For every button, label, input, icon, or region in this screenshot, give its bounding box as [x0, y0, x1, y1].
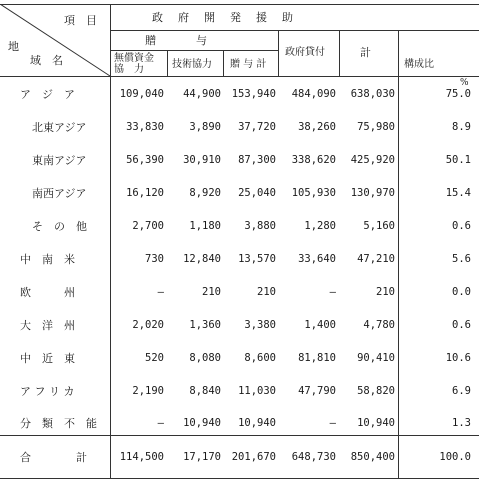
header-region-label-2: 域 名 [30, 54, 63, 67]
header-loans: 政府貸付 [285, 47, 325, 58]
cell-share: 0.6 [452, 220, 471, 232]
row-label: 北東アジア [32, 121, 87, 134]
cell-grant-total: 3,380 [244, 319, 276, 331]
rule-col-aid [167, 50, 168, 76]
cell-share: 6.9 [452, 385, 471, 397]
row-label: 欧 州 [20, 286, 75, 299]
rule-total-top [0, 435, 479, 436]
cell-grant-total: 3,880 [244, 220, 276, 232]
cell-total: 90,410 [357, 352, 395, 364]
cell-grant-total: 10,940 [238, 417, 276, 429]
cell-loans: 33,640 [298, 253, 336, 265]
header-oda: 政 府 開 発 援 助 [152, 11, 295, 24]
cell-total: 425,920 [350, 154, 395, 166]
cell-grant-aid: 56,390 [126, 154, 164, 166]
cell-total: 210 [376, 286, 395, 298]
row-label: 中 南 米 [20, 253, 75, 266]
cell-tech: 1,360 [189, 319, 221, 331]
header-share: 構成比 [404, 59, 434, 70]
rule-oda-under [110, 30, 479, 31]
header-grant-total: 贈 与 計 [230, 59, 267, 70]
row-label: 東南アジア [32, 154, 87, 167]
cell-grant-aid: — [157, 417, 164, 429]
cell-share: 1.3 [452, 417, 471, 429]
cell-grant-aid: 520 [145, 352, 164, 364]
row-label: 南西アジア [32, 187, 87, 200]
cell-grant-aid: 730 [145, 253, 164, 265]
cell-tech: 12,840 [183, 253, 221, 265]
row-label: ア フ リ カ [20, 385, 75, 398]
cell-tech: 8,840 [189, 385, 221, 397]
cell-loans: 338,620 [291, 154, 336, 166]
rule-col-total-data [398, 76, 399, 479]
cell-share: 10.6 [445, 352, 471, 364]
row-label: 分 類 不 能 [20, 417, 97, 430]
cell-grant-total: 210 [257, 286, 276, 298]
cell-grant-total: 87,300 [238, 154, 276, 166]
cell-total: 47,210 [357, 253, 395, 265]
row-label-total: 合 計 [20, 451, 90, 464]
cell-tech: 44,900 [183, 88, 221, 100]
cell-loans: 81,810 [298, 352, 336, 364]
header-tech-coop: 技術協力 [172, 59, 212, 70]
cell-grant-aid: 2,020 [132, 319, 164, 331]
row-label: 大 洋 州 [20, 319, 75, 332]
cell-total: 4,780 [363, 319, 395, 331]
cell-grant-total: 153,940 [231, 88, 276, 100]
cell-total: 638,030 [350, 88, 395, 100]
cell-loans: — [329, 286, 336, 298]
cell-grant-aid: — [157, 286, 164, 298]
cell-grant-aid: 2,700 [132, 220, 164, 232]
cell-loans: 38,260 [298, 121, 336, 133]
cell-loans: 1,280 [304, 220, 336, 232]
cell-total: 75,980 [357, 121, 395, 133]
cell-loans: 648,730 [291, 451, 336, 463]
cell-tech: 8,920 [189, 187, 221, 199]
rule-col-granttotal [278, 30, 279, 76]
row-label: そ の 他 [32, 220, 87, 233]
cell-total: 58,820 [357, 385, 395, 397]
cell-share: 15.4 [445, 187, 471, 199]
cell-share: 5.6 [452, 253, 471, 265]
cell-grant-total: 13,570 [238, 253, 276, 265]
cell-total: 850,400 [350, 451, 395, 463]
cell-share: 50.1 [445, 154, 471, 166]
cell-grant-total: 11,030 [238, 385, 276, 397]
cell-tech: 8,080 [189, 352, 221, 364]
rule-col-tech [223, 50, 224, 76]
cell-grant-total: 37,720 [238, 121, 276, 133]
header-grants: 贈 与 [145, 34, 213, 47]
header-item-label: 項 目 [64, 14, 97, 27]
cell-share: 100.0 [439, 451, 471, 463]
cell-share: 0.6 [452, 319, 471, 331]
row-label: ア ジ ア [20, 88, 75, 101]
rule-col-total [398, 30, 399, 76]
header-grant-aid-1: 無償資金 [114, 53, 154, 64]
cell-tech: 1,180 [189, 220, 221, 232]
cell-grant-aid: 33,830 [126, 121, 164, 133]
header-grant-aid-2: 協 力 [114, 64, 144, 75]
cell-loans: — [329, 417, 336, 429]
cell-loans: 1,400 [304, 319, 336, 331]
cell-tech: 17,170 [183, 451, 221, 463]
cell-grant-aid: 2,190 [132, 385, 164, 397]
cell-tech: 3,890 [189, 121, 221, 133]
cell-grant-aid: 114,500 [119, 451, 164, 463]
header-percent-mark: % [460, 78, 469, 88]
rule-bottom [0, 478, 479, 479]
cell-total: 130,970 [350, 187, 395, 199]
rule-grant-under [110, 50, 278, 51]
header-total: 計 [360, 46, 371, 59]
cell-tech: 30,910 [183, 154, 221, 166]
cell-total: 5,160 [363, 220, 395, 232]
cell-share: 75.0 [445, 88, 471, 100]
cell-grant-total: 8,600 [244, 352, 276, 364]
cell-tech: 210 [202, 286, 221, 298]
row-label: 中 近 東 [20, 352, 75, 365]
cell-grant-aid: 16,120 [126, 187, 164, 199]
header-region-label: 地 [8, 40, 19, 53]
cell-loans: 47,790 [298, 385, 336, 397]
cell-share: 0.0 [452, 286, 471, 298]
cell-loans: 484,090 [291, 88, 336, 100]
cell-loans: 105,930 [291, 187, 336, 199]
cell-grant-total: 25,040 [238, 187, 276, 199]
cell-grant-total: 201,670 [231, 451, 276, 463]
cell-total: 10,940 [357, 417, 395, 429]
rule-col-loans [339, 30, 340, 76]
cell-share: 8.9 [452, 121, 471, 133]
cell-grant-aid: 109,040 [119, 88, 164, 100]
cell-tech: 10,940 [183, 417, 221, 429]
